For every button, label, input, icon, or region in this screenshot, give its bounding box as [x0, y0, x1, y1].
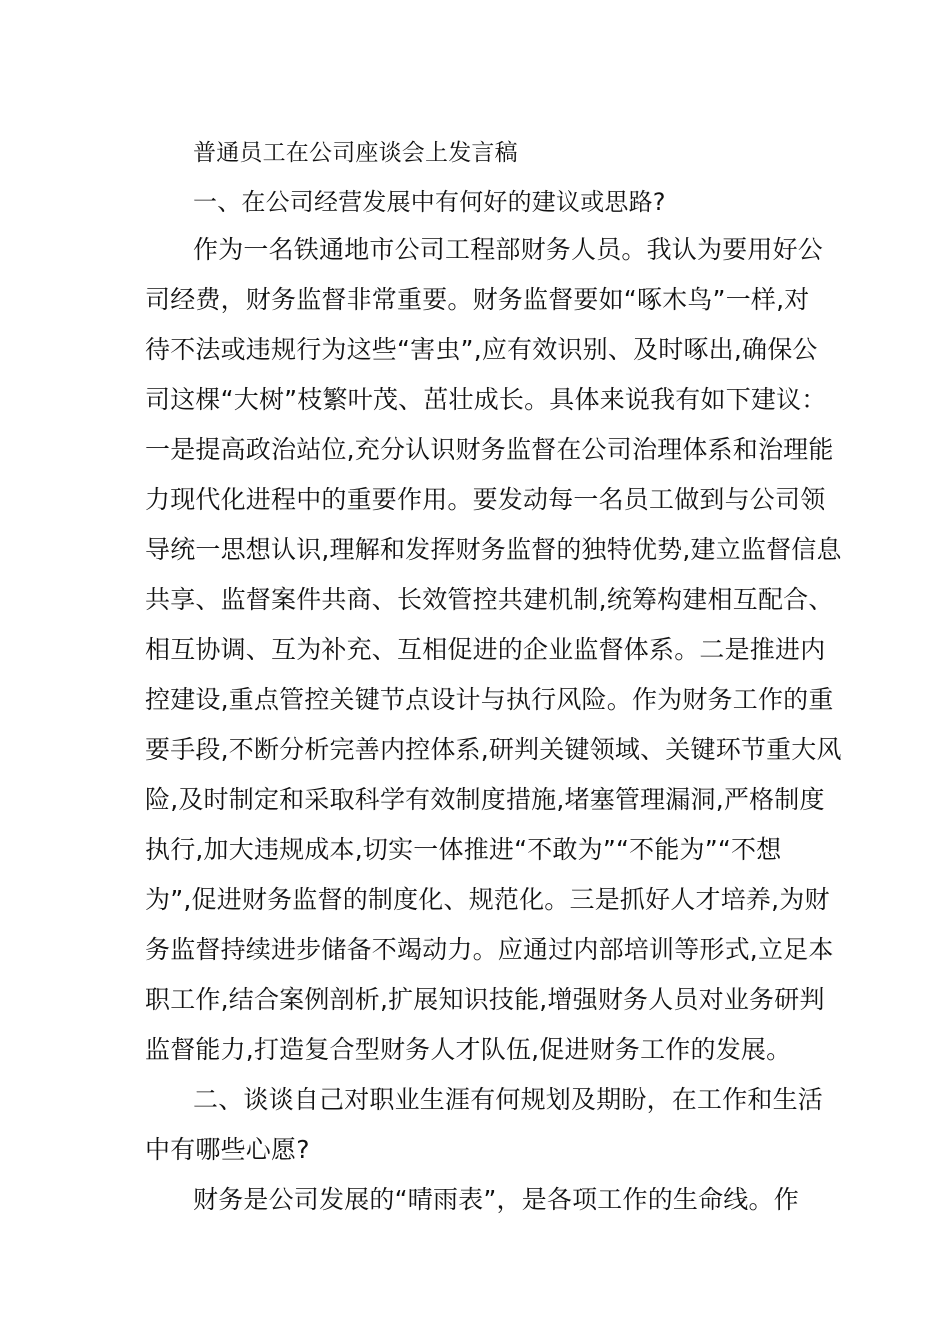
paragraph-1-line: 控建设,重点管控关键节点设计与执行风险。作为财务工作的重: [145, 685, 834, 714]
paragraph-1-line: 务监督持续进步储备不竭动力。应通过内部培训等形式,立足本: [145, 935, 834, 964]
paragraph-1-line: 导统一思想认识,理解和发挥财务监督的独特优势,建立监督信息: [145, 535, 842, 564]
paragraph-1-line: 要手段,不断分析完善内控体系,研判关键领域、关键环节重大风: [145, 735, 842, 764]
paragraph-1-line: 作为一名铁通地市公司工程部财务人员。我认为要用好公: [193, 235, 824, 264]
paragraph-1-line: 执行,加大违规成本,切实一体推进“不敢为”“不能为”“不想: [145, 835, 782, 864]
paragraph-1-line: 司经费，财务监督非常重要。财务监督要如“啄木鸟”一样,对: [145, 285, 810, 314]
section-1-heading: 一、在公司经营发展中有何好的建议或思路?: [193, 188, 666, 216]
paragraph-1-line: 为”,促进财务监督的制度化、规范化。三是抓好人才培养,为财: [145, 885, 830, 914]
paragraph-1-line: 待不法或违规行为这些“害虫”,应有效识别、及时啄出,确保公: [145, 335, 818, 364]
document-title: 普通员工在公司座谈会上发言稿: [193, 140, 518, 166]
paragraph-1-line: 一是提高政治站位,充分认识财务监督在公司治理体系和治理能: [145, 435, 834, 464]
paragraph-1-line: 司这棵“大树”枝繁叶茂、茁壮成长。具体来说我有如下建议：: [145, 385, 827, 414]
paragraph-1-line: 相互协调、互为补充、互相促进的企业监督体系。二是推进内: [145, 635, 826, 664]
paragraph-1-line: 力现代化进程中的重要作用。要发动每一名员工做到与公司领: [145, 485, 826, 514]
paragraph-2-line: 财务是公司发展的“晴雨表”，是各项工作的生命线。作: [193, 1185, 799, 1214]
section-2-heading-line: 中有哪些心愿?: [145, 1135, 310, 1164]
paragraph-1-line: 监督能力,打造复合型财务人才队伍,促进财务工作的发展。: [145, 1035, 792, 1064]
section-2-heading-line: 二、谈谈自己对职业生涯有何规划及期盼，在工作和生活: [193, 1085, 824, 1114]
paragraph-1-line: 职工作,结合案例剖析,扩展知识技能,增强财务人员对业务研判: [145, 985, 825, 1014]
paragraph-1-line: 共享、监督案件共商、长效管控共建机制,统筹构建相互配合、: [145, 585, 834, 614]
paragraph-1-line: 险,及时制定和采取科学有效制度措施,堵塞管理漏洞,严格制度: [145, 785, 825, 814]
